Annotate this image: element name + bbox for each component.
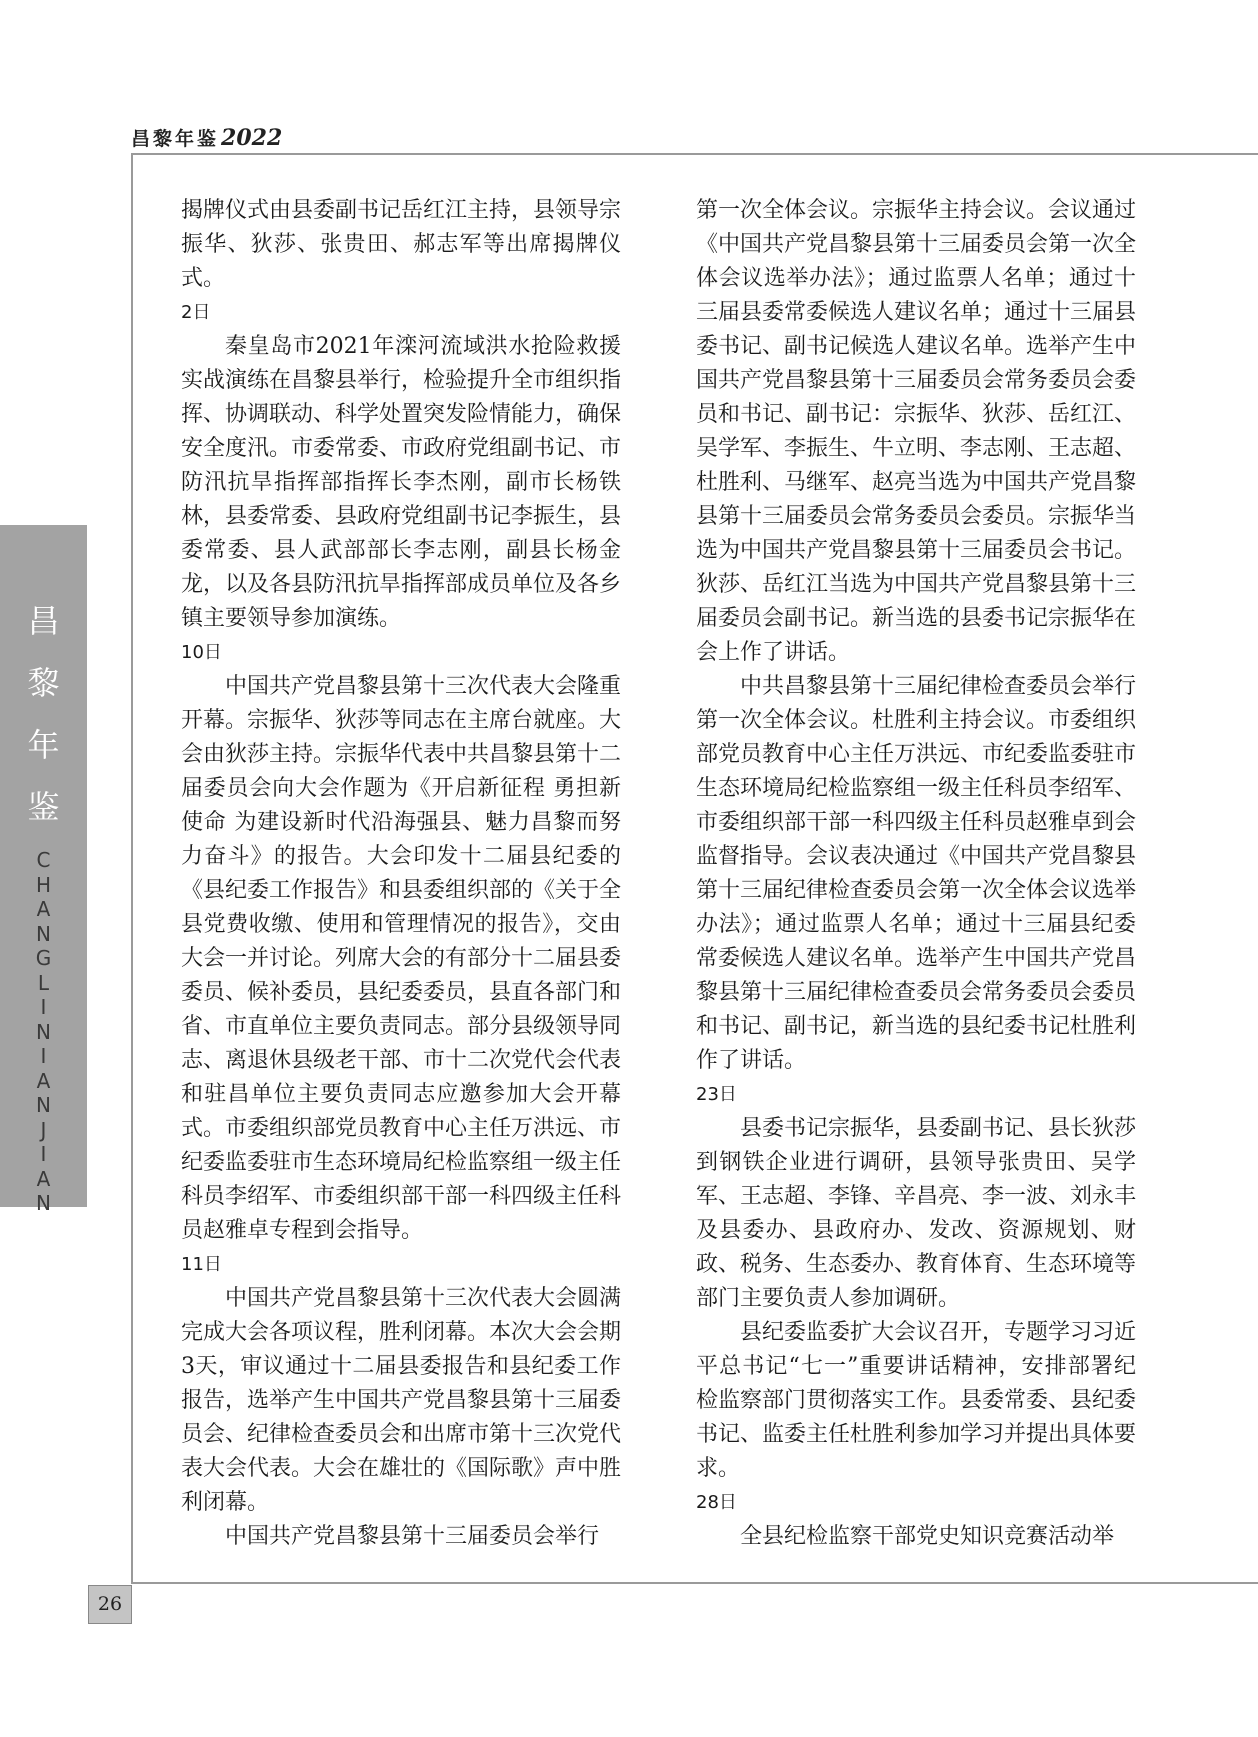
- left-column: [181, 194, 621, 1554]
- date-heading: 11日: [181, 1254, 222, 1275]
- paragraph: 中国共产党昌黎县第十三届委员会举行: [225, 1524, 600, 1549]
- frame-top-rule: [131, 153, 1258, 155]
- paragraph: 秦皇岛市2021年滦河流域洪水抢险救援实战演练在昌黎县举行，检验提升全市组织指挥、协调联动、科学处置突发险情能力，确保安全度汛。市委常委、市政府党组副书记、市防汛抗旱指挥部指挥长李杰刚，副市长杨铁林，县委常委、县政府党组副书记李振生，县委常委、县人武部部长李志刚，副县长杨金龙，以及各县防汛抗旱指挥部成员单位及各乡镇主要领导参加演练。: [181, 334, 622, 631]
- paragraph: 中共昌黎县第十三届纪律检查委员会举行第一次全体会议。杜胜利主持会议。市委组织部党员教育中心主任万洪远、市纪委监委驻市生态环境局纪检监察组一级主任科员李绍军、市委组织部干部一科四级主任科员赵雅卓到会监督指导。会议表决通过《中国共产党昌黎县第十三届纪律检查委员会第一次全体会议选举办法》；通过监票人名单；通过十三届县纪委常委候选人建议名单。选举产生中国共产党昌黎县第十三届纪律检查委员会常务委员会委员和书记、副书记，新当选的县纪委书记杜胜利作了讲话。: [696, 674, 1137, 1073]
- running-header: [131, 124, 282, 151]
- paragraph: 中国共产党昌黎县第十三次代表大会圆满完成大会各项议程，胜利闭幕。本次大会会期3天，审议通过十二届县委报告和县纪委工作报告，选举产生中国共产党昌黎县第十三届委员会、纪律检查委员会和出席市第十三次党代表大会代表。大会在雄壮的《国际歌》声中胜利闭幕。: [181, 1286, 622, 1515]
- yearbook-year: 2022: [221, 125, 283, 151]
- side-tab-title: [0, 590, 87, 838]
- pinyin-letter: J: [40, 1117, 47, 1142]
- side-tab-pinyin: [0, 848, 87, 1216]
- paragraph: 县委书记宗振华，县委副书记、县长狄莎到钢铁企业进行调研，县领导张贵田、吴学军、王志超、李锋、辛昌亮、李一波、刘永丰及县委办、县政府办、发改、资源规划、财政、税务、生态委办、教育体育、生态环境等部门主要负责人参加调研。: [696, 1116, 1137, 1311]
- pinyin-letter: H: [35, 872, 52, 897]
- pinyin-letter: A: [36, 1068, 51, 1093]
- pinyin-letter: N: [36, 1093, 51, 1117]
- pinyin-letter: C: [36, 848, 51, 872]
- paragraph: 全县纪检监察干部党史知识竞赛活动举: [740, 1524, 1115, 1549]
- side-char: 鉴: [27, 788, 60, 826]
- frame-left-rule: [131, 153, 133, 1583]
- pinyin-letter: I: [40, 995, 47, 1019]
- yearbook-title: 昌黎年鉴: [131, 128, 220, 150]
- paragraph: 中国共产党昌黎县第十三次代表大会隆重开幕。宗振华、狄莎等同志在主席台就座。大会由狄莎主持。宗振华代表中共昌黎县第十二届委员会向大会作题为《开启新征程 勇担新使命 为建设新时代沿海强县、魅力昌黎而努力奋斗》的报告。大会印发十二届县纪委的《县纪委工作报告》和县委组织部的《关于全县党费收缴、使用和管理情况的报告》，交由大会一并讨论。列席大会的有部分十二届县委委员、候补委员，县纪委委员，县直各部门和省、市直单位主要负责同志。部分县级领导同志、离退休县级老干部、市十二次党代会代表和驻昌单位主要负责同志应邀参加大会开幕式。市委组织部党员教育中心主任万洪远、市纪委监委驻市生态环境局纪检监察组一级主任科员李绍军、市委组织部干部一科四级主任科员赵雅卓专程到会指导。: [181, 674, 622, 1243]
- paragraph: 县纪委监委扩大会议召开，专题学习习近平总书记“七一”重要讲话精神，安排部署纪检监察部门贯彻落实工作。县委常委、县纪委书记、监委主任杜胜利参加学习并提出具体要求。: [696, 1320, 1137, 1481]
- side-char: 黎: [27, 664, 60, 702]
- date-heading: 28日: [696, 1492, 737, 1513]
- page-number: 26: [88, 1585, 132, 1624]
- side-char: 年: [27, 726, 60, 764]
- date-heading: 2日: [181, 302, 211, 323]
- pinyin-letter: N: [36, 1019, 51, 1044]
- date-heading: 10日: [181, 642, 222, 663]
- side-char: 昌: [27, 602, 60, 640]
- pinyin-letter: A: [36, 897, 51, 921]
- pinyin-letter: I: [40, 1142, 47, 1166]
- pinyin-letter: I: [40, 1044, 47, 1068]
- pinyin-letter: L: [37, 970, 50, 995]
- frame-bottom-rule: [131, 1582, 1258, 1584]
- paragraph: 揭牌仪式由县委副书记岳红江主持，县领导宗振华、狄莎、张贵田、郝志军等出席揭牌仪式。: [181, 198, 622, 291]
- right-column: [696, 194, 1136, 1554]
- pinyin-letter: N: [36, 1191, 51, 1215]
- paragraph: 第一次全体会议。宗振华主持会议。会议通过《中国共产党昌黎县第十三届委员会第一次全体会议选举办法》；通过监票人名单；通过十三届县委常委候选人建议名单；通过十三届县委书记、副书记候选人建议名单。选举产生中国共产党昌黎县第十三届委员会常务委员会委员和书记、副书记：宗振华、狄莎、岳红江、吴学军、李振生、牛立明、李志刚、王志超、杜胜利、马继军、赵亮当选为中国共产党昌黎县第十三届委员会常务委员会委员。宗振华当选为中国共产党昌黎县第十三届委员会书记。狄莎、岳红江当选为中国共产党昌黎县第十三届委员会副书记。新当选的县委书记宗振华在会上作了讲话。: [696, 198, 1137, 665]
- date-heading: 23日: [696, 1084, 737, 1105]
- pinyin-letter: A: [36, 1166, 51, 1191]
- pinyin-letter: N: [36, 921, 51, 946]
- pinyin-letter: G: [35, 946, 52, 970]
